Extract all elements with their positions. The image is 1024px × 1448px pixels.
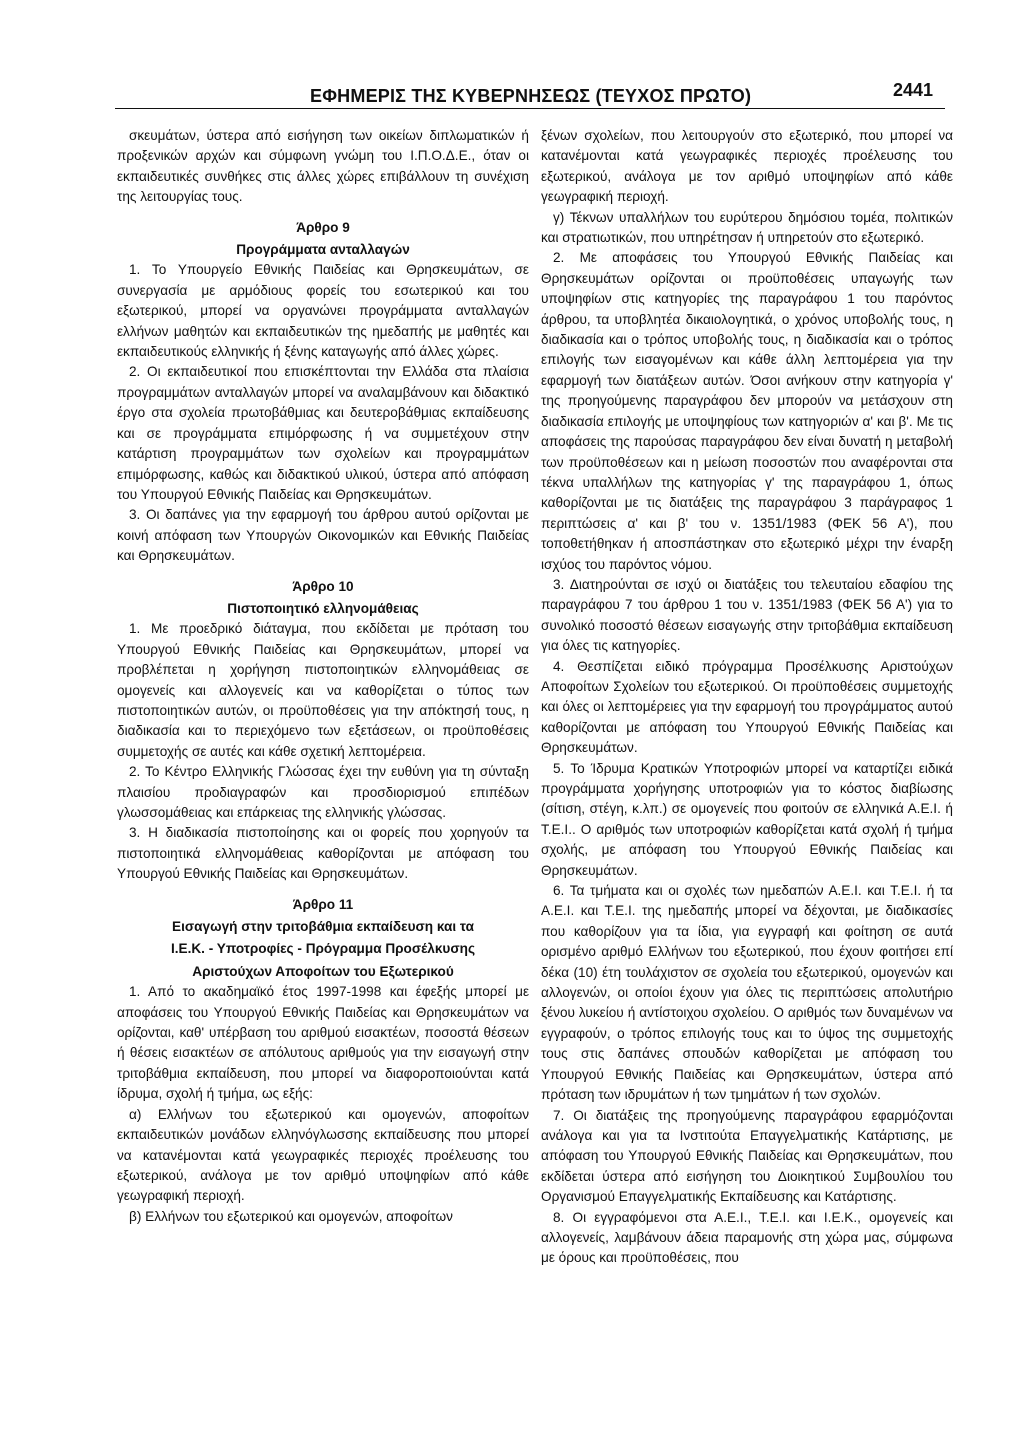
paragraph: ξένων σχολείων, που λειτουργούν στο εξωτερικό, που μπορεί να κατανέμονται κατά γεωγραφικές περιοχές προέλευσης του εξωτερικού, ανάλογα με τον αριθμό υποψηφίων από κάθε γεωγραφική περιοχή.: [541, 128, 953, 205]
gazette-title: ΕΦΗΜΕΡΙΣ ΤΗΣ ΚΥΒΕΡΝΗΣΕΩΣ (ΤΕΥΧΟΣ ΠΡΩΤΟ): [310, 86, 752, 106]
article-11-title: Άρθρο 11: [292, 896, 354, 912]
article-11-subtitle-line-2: Ι.Ε.Κ. - Υποτροφίες - Πρόγραμμα Προσέλκυσης: [170, 941, 476, 957]
paragraph: 3. Η διαδικασία πιστοποίησης και οι φορείς που χορηγούν τα πιστοποιητικά ελληνομάθειας καθορίζονται με απόφαση του Υπουργού Εθνικής Παιδείας και Θρησκευμάτων.: [117, 825, 529, 882]
article-9-title: Άρθρο 9: [296, 219, 350, 235]
paragraph: σκευμάτων, ύστερα από εισήγηση των οικείων διπλωματικών ή προξενικών αρχών και σύμφωνη γνώμη του Ι.Π.Ο.Δ.Ε., όταν οι εκπαιδευτικές συνθήκες στις άλλες χώρες επιβάλλουν τη συνέχιση της λειτουργίας τους.: [117, 128, 529, 205]
right-column: [541, 126, 953, 1269]
paragraph: 4. Θεσπίζεται ειδικό πρόγραμμα Προσέλκυσης Αριστούχων Αποφοίτων Σχολείων του εξωτερικού. Οι προϋποθέσεις συμμετοχής και όλες οι λεπτομέρειες για την εφαρμογή του προγράμματος αυτού καθορίζονται με απόφαση του Υπουργού Εθνικής Παιδείας και Θρησκευμάτων.: [541, 658, 953, 756]
article-9-subtitle: Προγράμματα ανταλλαγών: [236, 242, 410, 258]
paragraph: 8. Οι εγγραφόμενοι στα Α.Ε.Ι., Τ.Ε.Ι. και Ι.Ε.Κ., ομογενείς και αλλογενείς, λαμβάνουν άδεια παραμονής στη χώρα μας, σύμφωνα με όρους και προϋποθέσεις, που: [541, 1209, 953, 1266]
paragraph: 2. Το Κέντρο Ελληνικής Γλώσσας έχει την ευθύνη για τη σύνταξη πλαισίου προδιαγραφών και προσδιορισμού επιπέδων γλωσσομάθειας και επάρκειας της ελληνικής γλώσσας.: [117, 764, 529, 820]
paragraph: 1. Με προεδρικό διάταγμα, που εκδίδεται με πρόταση του Υπουργού Εθνικής Παιδείας και Θρησκευμάτων, μπορεί να προβλέπεται η χορήγηση πιστοποιητικών ελληνομάθειας σε ομογενείς και αλλογενείς και να καθορίζεται ο τύπος των πιστοποιητικών αυτών, οι προϋποθέσεις για την απόκτησή τους, η διαδικασία και το περιεχόμενο των εξετάσεων, οι προϋποθέσεις συμμετοχής σε αυτές και κάθε σχετική λεπτομέρεια.: [117, 621, 529, 759]
article-10-subtitle: Πιστοποιητικό ελληνομάθειας: [227, 600, 419, 616]
article-10-title: Άρθρο 10: [292, 578, 354, 594]
paragraph: β) Ελλήνων του εξωτερικού και ομογενών, αποφοίτων: [129, 1208, 453, 1224]
paragraph: 5. Το Ίδρυμα Κρατικών Υποτροφιών μπορεί να καταρτίζει ειδικά προγράμματα χορήγησης υποτροφιών για το κόστος διαβίωσης (σίτιση, στέγη, κ.λπ.) σε ομογενείς που φοιτούν σε ελληνικά Α.Ε.Ι. ή Τ.Ε.Ι.. Ο αριθμός των υποτροφιών καθορίζεται κατά σχολή ή τμήμα σχολής, με απόφαση του Υπουργού Εθνικής Παιδείας και Θρησκευμάτων.: [541, 760, 953, 878]
paragraph: 2. Οι εκπαιδευτικοί που επισκέπτονται την Ελλάδα στα πλαίσια προγραμμάτων ανταλλαγών μπορεί να αναλαμβάνουν και διδακτικό έργο στα σχολεία πρωτοβάθμιας και δευτεροβάθμιας εκπαίδευσης και σε προγράμματα επιμόρφωσης ή να συμμετέχουν στην κατάρτιση προγραμμάτων των σχολείων και προγραμμάτων επιμόρφωσης, καθώς και διδακτικού υλικού, ύστερα από απόφαση του Υπουργού Εθνικής Παιδείας και Θρησκευμάτων.: [117, 364, 529, 502]
paragraph: 1. Το Υπουργείο Εθνικής Παιδείας και Θρησκευμάτων, σε συνεργασία με αρμόδιους φορείς του εσωτερικού και του εξωτερικού, μπορεί να οργανώνει προγράμματα ανταλλαγών ελλήνων μαθητών και εκπαιδευτικών της ημεδαπής με μαθητές και εκπαιδευτικούς ελληνικής ή ξένης καταγωγής από άλλες χώρες.: [117, 262, 529, 360]
paragraph: 6. Τα τμήματα και οι σχολές των ημεδαπών Α.Ε.Ι. και Τ.Ε.Ι. ή τα Α.Ε.Ι. και Τ.Ε.Ι. της ημεδαπής μπορεί να δέχονται, με διαδικασίες που καθορίζουν για τα ίδια, για εγγραφή και φοίτηση σε αυτά ορισμένο αριθμό Ελλήνων του εξωτερικού, που έχουν φοιτήσει επί δέκα (10) έτη τουλάχιστον σε σχολεία του εξωτερικού, ομογενών και αλλογενών, οι οποίοι έχουν για όλες τις περιπτώσεις απολυτήριο ξένου λυκείου ή αντίστοιχου σχολείου. Ο αριθμός των δυναμένων να εγγραφούν, ο τρόπος επιλογής τους και το ύψος της συμμετοχής τους στις δαπάνες σπουδών καθορίζεται με απόφαση του Υπουργού Εθνικής Παιδείας και Θρησκευμάτων, ύστερα από πρόταση των ιδρυμάτων ή των τμημάτων ή των σχολών.: [541, 883, 953, 1103]
paragraph: 7. Οι διατάξεις της προηγούμενης παραγράφου εφαρμόζονται ανάλογα και για τα Ινστιτούτα Επαγγελματικής Κατάρτισης, με απόφαση του Υπουργού Εθνικής Παιδείας και Θρησκευμάτων, που εκδίδεται ύστερα από εισήγηση του Διοικητικού Συμβουλίου του Οργανισμού Επαγγελματικής Εκπαίδευσης και Κατάρτισης.: [541, 1107, 953, 1205]
article-11-subtitle-line-1: Εισαγωγή στην τριτοβάθμια εκπαίδευση και τα: [172, 919, 474, 935]
paragraph: 3. Οι δαπάνες για την εφαρμογή του άρθρου αυτού ορίζονται με κοινή απόφαση των Υπουργών Οικονομικών και Εθνικής Παιδείας και Θρησκευμάτων.: [117, 507, 529, 564]
paragraph: α) Ελλήνων του εξωτερικού και ομογενών, αποφοίτων εκπαιδευτικών μονάδων ελληνόγλωσσης εκπαίδευσης που μπορεί να κατανέμονται κατά γεωγραφικές περιοχές προέλευσης του εξωτερικού, ανάλογα με τον αριθμό υποψηφίων από κάθε γεωγραφική περιοχή.: [117, 1106, 529, 1204]
paragraph: 3. Διατηρούνται σε ισχύ οι διατάξεις του τελευταίου εδαφίου της παραγράφου 7 του άρθρου 1 του ν. 1351/1983 (ΦΕΚ 56 Α') για το συνολικό ποσοστό θέσεων εισαγωγής στην τριτοβάθμια εκπαίδευση για όλες τις κατηγορίες.: [541, 576, 953, 654]
paragraph: 2. Με αποφάσεις του Υπουργού Εθνικής Παιδείας και Θρησκευμάτων ορίζονται οι προϋποθέσεις υπαγωγής των υποψηφίων στις κατηγορίες της παραγράφου 1 του παρόντος άρθρου, τα υποβλητέα δικαιολογητικά, ο χρόνος υποβολής τους, η διαδικασία και ο τρόπος υποβολής τους, η διαδικασία και ο τρόπος επιλογής των εισαγομένων και κάθε άλλη λεπτομέρεια για την εφαρμογή των διατάξεων αυτών. Όσοι ανήκουν στην κατηγορία γ' της προηγούμενης παραγράφου δεν μπορούν να μετάσχουν στη διαδικασία επιλογής με υποψηφίους των κατηγοριών α' και β'. Με τις αποφάσεις της παρούσας παραγράφου δεν είναι δυνατή η μεταβολή των προϋποθέσεων και η μείωση ποσοστών που αναφέρονται στα τέκνα υπαλλήλων της κατηγορίας γ' της παραγράφου 1, όπως καθορίζονται με τις διατάξεις της παραγράφου 3 παράγραφος 1 περιπτώσεις α' και β' του ν. 1351/1983 (ΦΕΚ 56 Α'), που τοποθετήθηκαν ή αποσπάστηκαν στο εξωτερικό μέχρι την έναρξη ισχύος του παρόντος νόμου.: [541, 250, 953, 572]
left-column: [117, 126, 529, 1227]
article-11-subtitle-line-3: Αριστούχων Αποφοίτων του Εξωτερικού: [192, 963, 454, 979]
page-header: [115, 80, 945, 110]
paragraph: γ) Τέκνων υπαλλήλων του ευρύτερου δημόσιου τομέα, πολιτικών και στρατιωτικών, που υπηρέτησαν ή υπηρετούν στο εξωτερικό.: [541, 209, 953, 246]
paragraph: 1. Από το ακαδημαϊκό έτος 1997-1998 και έφεξής μπορεί με αποφάσεις του Υπουργού Εθνικής Παιδείας και Θρησκευμάτων να ορίζονται, καθ' υπέρβαση του αριθμού εισακτέων, ποσοστά θέσεων ή θέσεις εισακτέων σε απόλυτους αριθμούς για την εισαγωγή στην τριτοβάθμια εκπαίδευση, που μπορεί να διαφοροποιούνται κατά ίδρυμα, σχολή ή τμήμα, ως εξής:: [117, 984, 529, 1102]
page-number: 2441: [892, 80, 933, 100]
header-rule: [115, 108, 945, 109]
